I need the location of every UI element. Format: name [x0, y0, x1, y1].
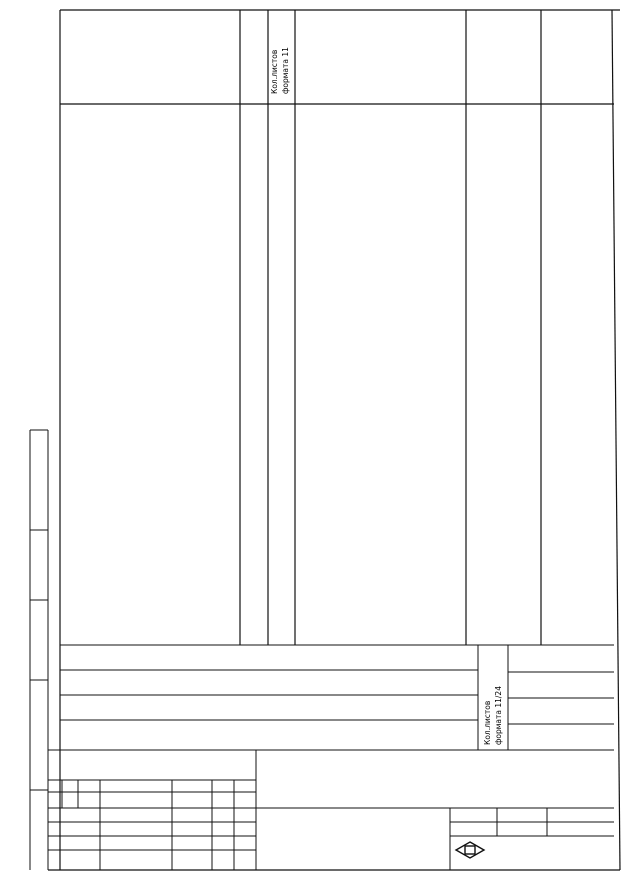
org-logo — [456, 842, 484, 858]
f11-label-a: Кол.листов — [483, 700, 492, 745]
frame-lines — [48, 10, 620, 870]
col-sheets-f11-header-a: Кол.листов — [270, 49, 279, 94]
side-stamp — [30, 430, 48, 870]
f11-label-b: формата 11/24 — [494, 686, 503, 745]
totals-grid — [48, 645, 614, 750]
col-sheets-f11-header-b: формата 11 — [281, 47, 290, 94]
title-block-grid — [48, 750, 614, 870]
